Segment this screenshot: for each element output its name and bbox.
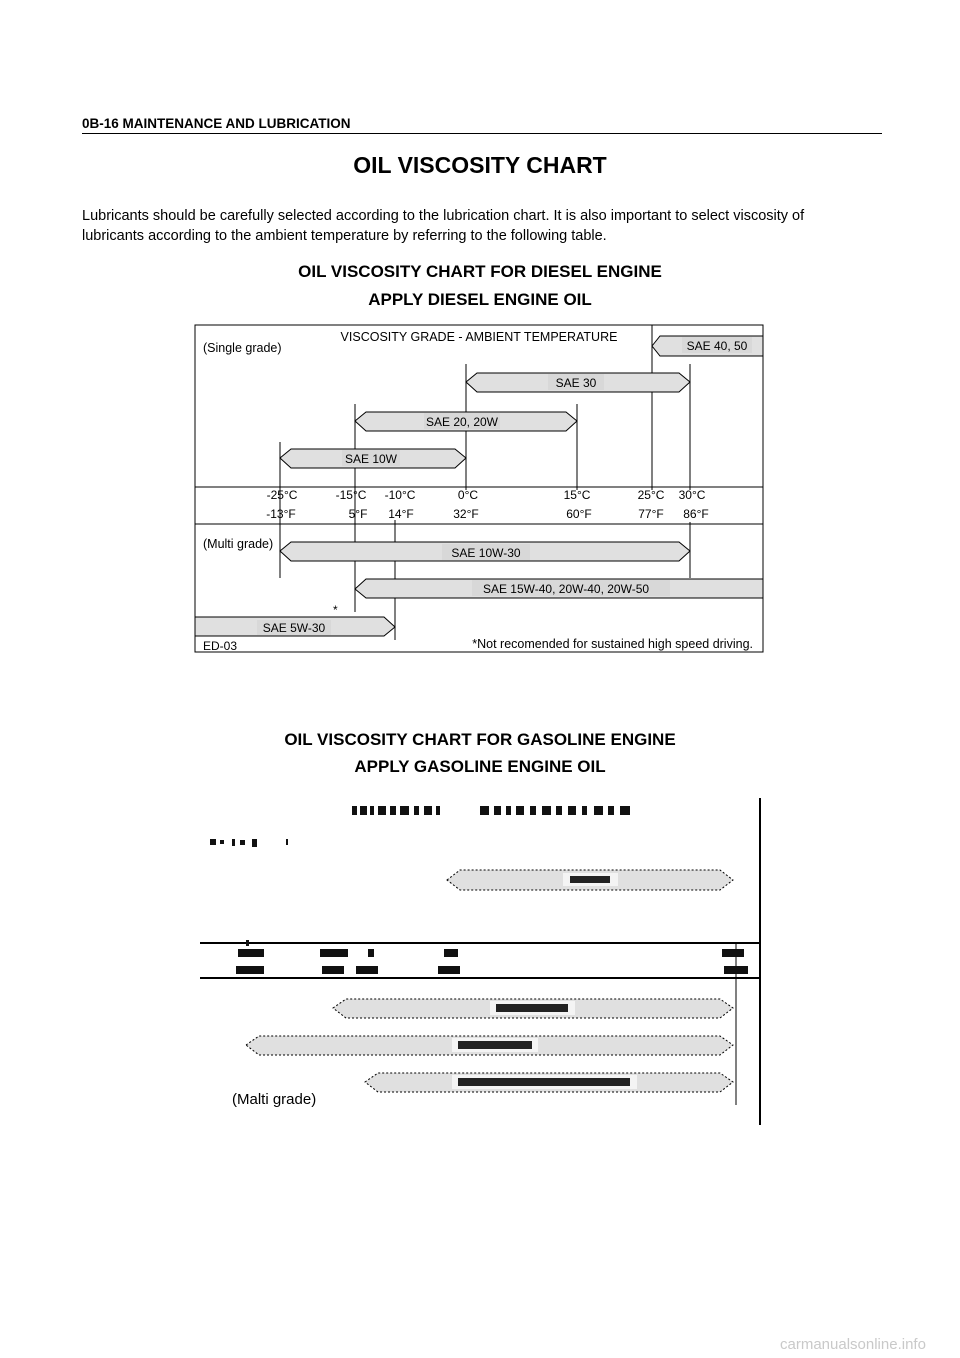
fahrenheit-14: 14°F xyxy=(388,507,414,521)
illegible-temperature-scale xyxy=(236,940,748,974)
grade-label: SAE 40, 50 xyxy=(686,339,748,353)
grade-label: SAE 20, 20W xyxy=(425,415,499,429)
gasoline-multi-grade-bar-2 xyxy=(246,1036,733,1055)
fahrenheit-86: 86°F xyxy=(683,507,709,521)
grade-label: SAE 15W-40, 20W-40, 20W-50 xyxy=(482,582,650,596)
grade-bar-sae-40-50 xyxy=(652,336,763,356)
celsius-15: 15°C xyxy=(563,488,591,502)
malti-grade-label: (Malti grade) xyxy=(232,1091,317,1108)
diesel-heading-1: OIL VISCOSITY CHART FOR DIESEL ENGINE xyxy=(298,262,662,281)
celsius-30: 30°C xyxy=(678,488,706,502)
footnote: *Not recomended for sustained high speed driving. xyxy=(472,637,753,651)
grade-label: SAE 10W-30 xyxy=(451,546,521,560)
diesel-heading-2: APPLY DIESEL ENGINE OIL xyxy=(368,290,592,309)
grade-bar-sae-10w-30 xyxy=(280,542,690,561)
fahrenheit-60: 60°F xyxy=(566,507,592,521)
watermark: carmanualsonline.info xyxy=(780,1336,926,1353)
gasoline-heading-1: OIL VISCOSITY CHART FOR GASOLINE ENGINE xyxy=(284,730,676,749)
chart-code: ED-03 xyxy=(203,639,238,653)
page-header: 0B-16 MAINTENANCE AND LUBRICATION xyxy=(82,116,351,131)
single-grade-label: (Single grade) xyxy=(203,341,282,355)
grade-label: SAE 30 xyxy=(555,376,597,390)
fahrenheit-32: 32°F xyxy=(453,507,479,521)
intro-line-1: Lubricants should be carefully selected according to the lubrication chart. It is also important to select viscosity of xyxy=(82,208,805,224)
grade-bar-sae-10w xyxy=(280,449,466,468)
celsius-0: 0°C xyxy=(457,488,479,502)
celsius-minus15: -15°C xyxy=(335,488,367,502)
grade-label: SAE 5W-30 xyxy=(262,621,326,635)
grade-label: SAE 10W xyxy=(344,452,398,466)
grade-bar-sae-20-20w xyxy=(355,412,577,431)
celsius-minus25: -25°C xyxy=(266,488,298,502)
grade-bar-sae-30 xyxy=(466,373,690,392)
gasoline-multi-grade-bar-1 xyxy=(333,999,733,1018)
celsius-minus10: -10°C xyxy=(384,488,416,502)
gasoline-multi-grade-bar-3 xyxy=(365,1073,733,1092)
gasoline-heading-2: APPLY GASOLINE ENGINE OIL xyxy=(354,757,606,776)
illegible-chart-title xyxy=(352,806,630,815)
page-title: OIL VISCOSITY CHART xyxy=(353,152,607,178)
diesel-chart xyxy=(195,325,763,653)
fahrenheit-77: 77°F xyxy=(638,507,664,521)
gasoline-single-grade-bar xyxy=(447,870,733,890)
grade-bar-sae-15w-40 xyxy=(355,579,763,598)
fahrenheit-minus13: -13°F xyxy=(266,507,296,521)
asterisk-mark: * xyxy=(333,603,338,617)
fahrenheit-5: 5°F xyxy=(348,507,368,521)
diesel-chart-title: VISCOSITY GRADE - AMBIENT TEMPERATURE xyxy=(340,330,618,344)
multi-grade-label: (Multi grade) xyxy=(203,537,274,551)
intro-line-2: lubricants according to the ambient temperature by referring to the following table. xyxy=(82,228,607,244)
celsius-25: 25°C xyxy=(637,488,665,502)
gasoline-chart xyxy=(200,798,760,1125)
grade-bar-sae-5w-30 xyxy=(195,617,395,636)
illegible-single-grade-label xyxy=(210,839,288,847)
